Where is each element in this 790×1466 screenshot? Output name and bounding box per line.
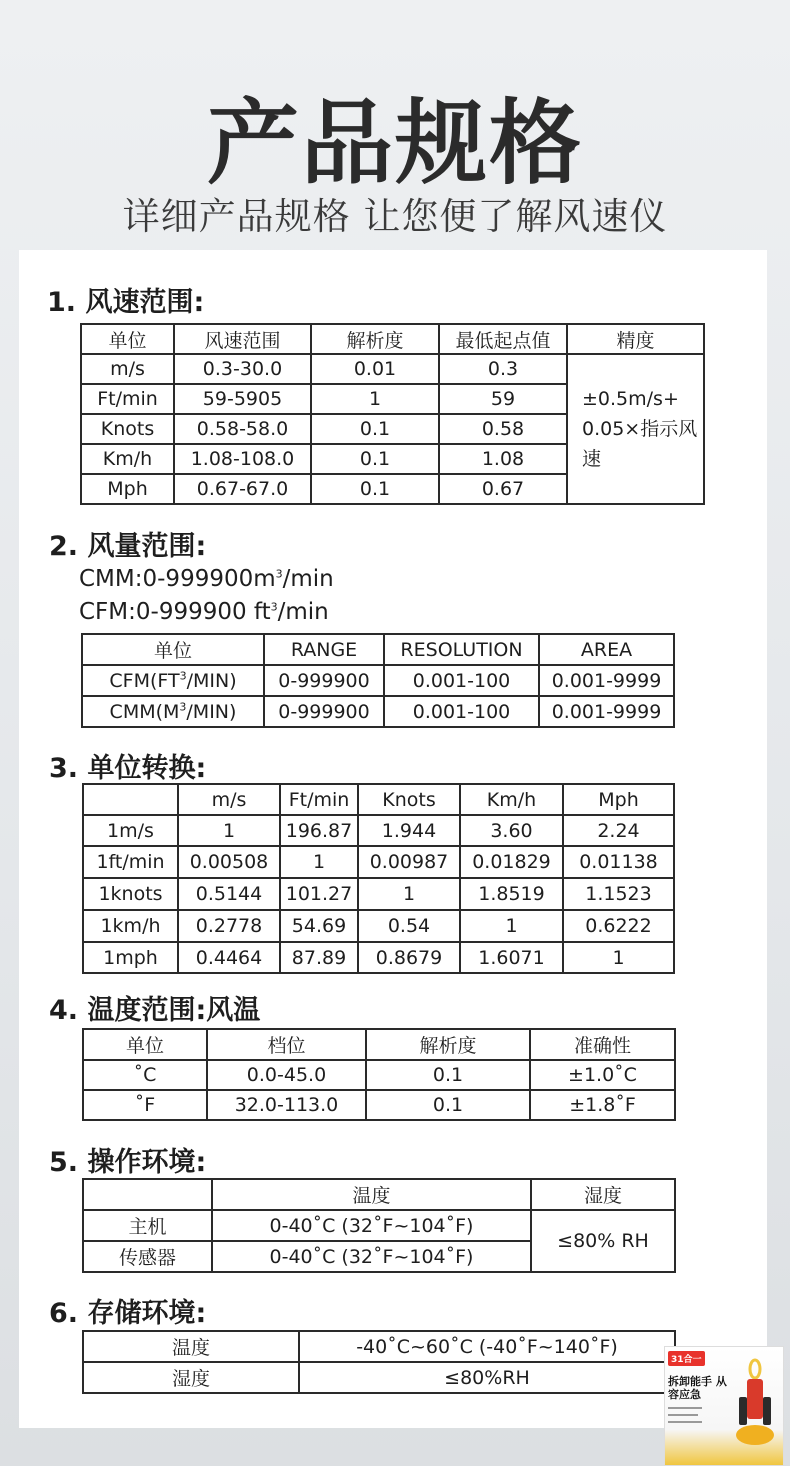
table-cell: 1 bbox=[178, 815, 280, 846]
table-cell: -40˚C~60˚C (-40˚F~140˚F) bbox=[299, 1331, 675, 1362]
table-row bbox=[83, 910, 674, 942]
cmm-range-text: CMM:0-999900m bbox=[79, 566, 276, 592]
table-cell: 0.001-9999 bbox=[539, 696, 674, 727]
accuracy-cell: ±0.5m/s+ 0.05×指示风速 bbox=[567, 354, 704, 504]
table-cell: 0.001-100 bbox=[384, 696, 539, 727]
table-cell: 0.1 bbox=[366, 1060, 530, 1090]
table-row bbox=[82, 696, 674, 727]
header-cell: Mph bbox=[563, 784, 674, 815]
table-cell: 2.24 bbox=[563, 815, 674, 846]
header-cell: Ft/min bbox=[280, 784, 358, 815]
table-cell: ˚F bbox=[83, 1090, 207, 1120]
header-cell: AREA bbox=[539, 634, 674, 665]
table-cell: 0.3 bbox=[439, 354, 567, 384]
header-cell: Km/h bbox=[460, 784, 563, 815]
air-flow-table bbox=[81, 633, 675, 728]
storage-env-table bbox=[82, 1330, 676, 1394]
table-cell: 湿度 bbox=[83, 1362, 299, 1393]
table-cell: 1knots bbox=[83, 878, 178, 910]
table-row bbox=[83, 878, 674, 910]
header-cell: 最低起点值 bbox=[439, 324, 567, 354]
table-cell: 54.69 bbox=[280, 910, 358, 942]
page-title: 产品规格 bbox=[206, 90, 583, 197]
table-row bbox=[83, 1090, 675, 1120]
cfm-range-unit: /min bbox=[277, 599, 329, 625]
unit-text: CFM(FT bbox=[109, 669, 180, 692]
table-cell: 0.67 bbox=[439, 474, 567, 504]
ad-bullet-lines bbox=[668, 1407, 702, 1423]
cmm-range-unit: /min bbox=[282, 566, 334, 592]
table-cell: 0.3-30.0 bbox=[174, 354, 311, 384]
cfm-range-text: CFM:0-999900 ft bbox=[79, 599, 271, 625]
section-title-unit-conversion: 3. 单位转换: bbox=[49, 753, 207, 784]
section-title-operating-env: 5. 操作环境: bbox=[49, 1147, 207, 1178]
header-cell: 单位 bbox=[81, 324, 174, 354]
table-cell: 1.08 bbox=[439, 444, 567, 474]
table-row bbox=[83, 942, 674, 973]
table-cell: 1mph bbox=[83, 942, 178, 973]
table-cell: 0.001-100 bbox=[384, 665, 539, 696]
table-cell: ˚C bbox=[83, 1060, 207, 1090]
table-cell: 0-40˚C (32˚F~104˚F) bbox=[212, 1241, 531, 1272]
unit-sup: 3 bbox=[179, 669, 187, 683]
table-cell bbox=[82, 665, 264, 696]
table-cell: 0.54 bbox=[358, 910, 460, 942]
table-cell: 101.27 bbox=[280, 878, 358, 910]
header-cell bbox=[83, 784, 178, 815]
table-cell: 0.5144 bbox=[178, 878, 280, 910]
header-cell: 档位 bbox=[207, 1029, 366, 1060]
product-ad-thumbnail[interactable] bbox=[664, 1346, 784, 1466]
header-cell: RANGE bbox=[264, 634, 384, 665]
table-cell: 1.1523 bbox=[563, 878, 674, 910]
table-cell: 主机 bbox=[83, 1210, 212, 1241]
cfm-range-line bbox=[79, 599, 329, 625]
table-cell: 1m/s bbox=[83, 815, 178, 846]
table-cell: 32.0-113.0 bbox=[207, 1090, 366, 1120]
table-cell: Mph bbox=[81, 474, 174, 504]
table-cell: 1 bbox=[460, 910, 563, 942]
table-cell: 0.67-67.0 bbox=[174, 474, 311, 504]
table-cell: Knots bbox=[81, 414, 174, 444]
header-cell: 风速范围 bbox=[174, 324, 311, 354]
table-row bbox=[83, 1331, 675, 1362]
table-cell: 0.00987 bbox=[358, 846, 460, 878]
table-cell: 0.2778 bbox=[178, 910, 280, 942]
table-cell: 1 bbox=[280, 846, 358, 878]
cmm-range-sup: 3 bbox=[275, 567, 283, 581]
page-subtitle: 详细产品规格 让您便了解风速仪 bbox=[122, 195, 668, 238]
table-cell: ±1.8˚F bbox=[530, 1090, 675, 1120]
table-row bbox=[83, 1362, 675, 1393]
table-cell: 0.001-9999 bbox=[539, 665, 674, 696]
section-title-temperature: 4. 温度范围:风温 bbox=[49, 995, 261, 1026]
table-cell: 0.1 bbox=[311, 444, 439, 474]
wind-speed-table bbox=[80, 323, 705, 505]
table-cell: 1.6071 bbox=[460, 942, 563, 973]
table-row bbox=[83, 846, 674, 878]
table-cell: 0.0-45.0 bbox=[207, 1060, 366, 1090]
unit-text: CMM(M bbox=[109, 700, 180, 723]
table-cell: 0.01829 bbox=[460, 846, 563, 878]
table-row bbox=[82, 665, 674, 696]
table-cell: ≤80%RH bbox=[299, 1362, 675, 1393]
table-cell: 0.6222 bbox=[563, 910, 674, 942]
header-cell: RESOLUTION bbox=[384, 634, 539, 665]
table-cell: 0.1 bbox=[311, 414, 439, 444]
table-cell: 3.60 bbox=[460, 815, 563, 846]
table-cell: 1.08-108.0 bbox=[174, 444, 311, 474]
table-cell: 0-999900 bbox=[264, 696, 384, 727]
table-cell: 1km/h bbox=[83, 910, 178, 942]
table-cell: 0.01 bbox=[311, 354, 439, 384]
table-cell: 0.8679 bbox=[358, 942, 460, 973]
table-row bbox=[83, 815, 674, 846]
cmm-range-line bbox=[79, 566, 334, 592]
table-cell: 59 bbox=[439, 384, 567, 414]
table-cell: m/s bbox=[81, 354, 174, 384]
header-cell: 精度 bbox=[567, 324, 704, 354]
header-cell bbox=[83, 1179, 212, 1210]
operating-env-table bbox=[82, 1178, 676, 1273]
header-cell: 解析度 bbox=[311, 324, 439, 354]
table-header-row bbox=[83, 1179, 675, 1210]
header-cell: 温度 bbox=[212, 1179, 531, 1210]
unit-text: /MIN) bbox=[186, 669, 237, 692]
section-title-wind-speed: 1. 风速范围: bbox=[47, 287, 205, 318]
unit-sup: 3 bbox=[179, 700, 187, 714]
ad-headline: 拆卸能手 从容应急 bbox=[668, 1375, 727, 1401]
table-cell: 1.8519 bbox=[460, 878, 563, 910]
header-cell: 解析度 bbox=[366, 1029, 530, 1060]
spec-card bbox=[19, 250, 767, 1428]
table-cell: Ft/min bbox=[81, 384, 174, 414]
table-cell: 0-40˚C (32˚F~104˚F) bbox=[212, 1210, 531, 1241]
table-cell bbox=[82, 696, 264, 727]
table-cell: 87.89 bbox=[280, 942, 358, 973]
table-row bbox=[83, 1060, 675, 1090]
header-cell: 单位 bbox=[82, 634, 264, 665]
humidity-cell: ≤80% RH bbox=[531, 1210, 675, 1272]
header-cell: m/s bbox=[178, 784, 280, 815]
section-title-air-flow: 2. 风量范围: bbox=[49, 531, 207, 562]
table-cell: 1 bbox=[563, 942, 674, 973]
table-cell: 0.00508 bbox=[178, 846, 280, 878]
table-row bbox=[83, 1210, 675, 1241]
screwdriver-set-icon bbox=[735, 1357, 775, 1447]
header-cell: Knots bbox=[358, 784, 460, 815]
table-header-row bbox=[82, 634, 674, 665]
table-cell: ±1.0˚C bbox=[530, 1060, 675, 1090]
table-cell: 0.58 bbox=[439, 414, 567, 444]
table-cell: 传感器 bbox=[83, 1241, 212, 1272]
ad-badge: 31合一 bbox=[668, 1351, 705, 1366]
table-cell: Km/h bbox=[81, 444, 174, 474]
table-cell: 0.01138 bbox=[563, 846, 674, 878]
header-cell: 单位 bbox=[83, 1029, 207, 1060]
table-cell: 196.87 bbox=[280, 815, 358, 846]
table-cell: 0.4464 bbox=[178, 942, 280, 973]
section-title-storage-env: 6. 存储环境: bbox=[49, 1298, 207, 1329]
table-cell: 0.1 bbox=[311, 474, 439, 504]
temperature-table bbox=[82, 1028, 676, 1121]
table-cell: 0-999900 bbox=[264, 665, 384, 696]
unit-conversion-table bbox=[82, 783, 675, 974]
table-cell: 1 bbox=[311, 384, 439, 414]
header-cell: 准确性 bbox=[530, 1029, 675, 1060]
header-cell: 湿度 bbox=[531, 1179, 675, 1210]
table-header-row bbox=[83, 1029, 675, 1060]
table-cell: 0.1 bbox=[366, 1090, 530, 1120]
table-row bbox=[81, 354, 704, 384]
cfm-range-sup: 3 bbox=[270, 600, 278, 614]
table-cell: 59-5905 bbox=[174, 384, 311, 414]
table-cell: 1 bbox=[358, 878, 460, 910]
table-cell: 1.944 bbox=[358, 815, 460, 846]
table-cell: 0.58-58.0 bbox=[174, 414, 311, 444]
unit-text: /MIN) bbox=[186, 700, 237, 723]
table-header-row bbox=[83, 784, 674, 815]
table-cell: 温度 bbox=[83, 1331, 299, 1362]
table-cell: 1ft/min bbox=[83, 846, 178, 878]
table-header-row bbox=[81, 324, 704, 354]
